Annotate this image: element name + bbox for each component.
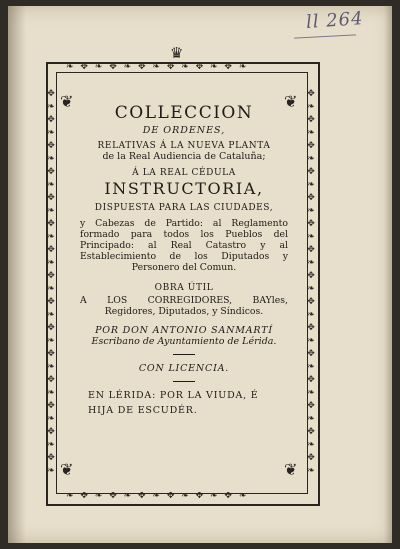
corregidores-paragraph: A LOS CORREGIDORES, BAYles, Regidores, Diputados, y Síndicos. (80, 294, 288, 318)
dispuesta-line: DISPUESTA PARA LAS CIUDADES, (94, 203, 274, 214)
edge-shadow (384, 6, 392, 543)
title-page-text (80, 100, 288, 417)
bottom-ornament-row: ❧ ✥ ❧ ✥ ❧ ✥ ❧ ✥ ❧ ✥ ❧ ✥ ❧ (66, 492, 249, 501)
subtitle: DE ORDENES, (142, 124, 226, 136)
right-ornament-column: ✥❧✥❧✥❧✥❧✥❧✥❧✥❧✥❧✥❧✥❧✥❧✥❧✥❧✥❧✥❧ (307, 89, 315, 476)
corner-ornament-icon: ❦ (284, 92, 298, 111)
left-ornament-column: ✥❧✥❧✥❧✥❧✥❧✥❧✥❧✥❧✥❧✥❧✥❧✥❧✥❧✥❧✥❧ (47, 89, 55, 476)
author-line: POR DON ANTONIO SANMARTÍ (95, 325, 273, 337)
corner-ornament-icon: ❦ (284, 460, 298, 479)
audiencia-line: de la Real Audiencia de Cataluña; (102, 150, 266, 162)
crown-icon: ♛ (170, 44, 184, 62)
escribano-line: Escribano de Ayuntamiento de Lérida. (91, 336, 277, 348)
divider-rule (173, 381, 195, 382)
corner-ornament-icon: ❦ (60, 92, 74, 111)
description-paragraph: y Cabezas de Partido: al Reglamento formado para todos los Pueblos del Principado: al Real Catastro y al Establecimiento de los Diputados y Personero del Comun. (80, 217, 288, 274)
real-cedula-line: Á LA REAL CÉDULA (132, 167, 236, 178)
handwritten-note: ll 264 (305, 8, 365, 33)
top-ornament-row: ❧ ✥ ❧ ✥ ❧ ✥ ❧ ✥ ❧ ✥ ❧ ✥ ❧ (66, 63, 249, 72)
title-heading: COLLECCION (114, 103, 254, 123)
instructoria-heading: INSTRUCTORIA, (104, 179, 264, 199)
divider-rule (173, 354, 195, 355)
licencia-line: CON LICENCIA. (138, 363, 230, 375)
imprint-line-1: EN LÉRIDA: POR LA VIUDA, É (88, 390, 259, 402)
obra-util-line: OBRA ÚTIL (154, 282, 214, 293)
relativas-line: RELATIVAS Á LA NUEVA PLANTA (97, 141, 271, 152)
corner-ornament-icon: ❦ (60, 460, 74, 479)
imprint-line-2: HIJA DE ESCUDÉR. (88, 404, 198, 416)
gutter-shadow (8, 6, 26, 543)
